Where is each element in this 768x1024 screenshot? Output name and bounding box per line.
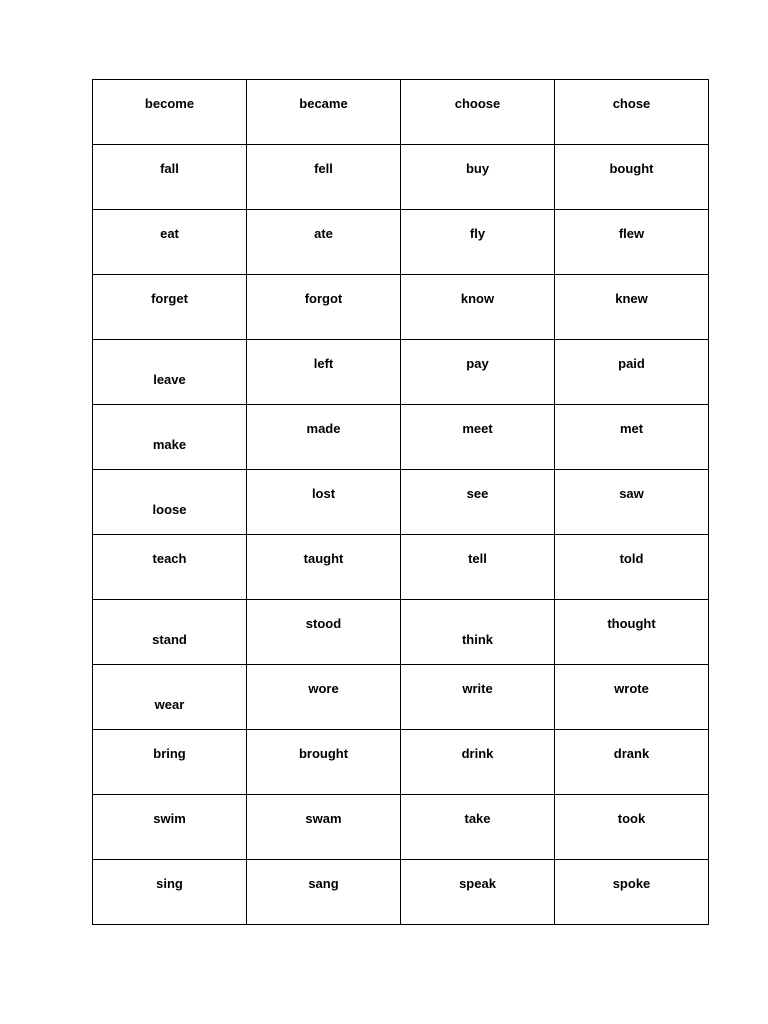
cell-text: choose xyxy=(454,96,501,111)
cell-text: know xyxy=(460,291,495,306)
table-cell xyxy=(555,470,709,535)
cell-text: wear xyxy=(154,697,185,712)
cell-text: made xyxy=(306,421,341,436)
table-row xyxy=(93,470,709,535)
table-cell xyxy=(401,730,555,795)
table-cell xyxy=(247,80,401,145)
cell-text: left xyxy=(313,356,334,371)
table-cell xyxy=(555,860,709,925)
cell-text: meet xyxy=(462,421,493,436)
cell-text: bought xyxy=(609,161,654,176)
table-cell xyxy=(93,145,247,210)
table-cell xyxy=(247,470,401,535)
table-cell xyxy=(401,600,555,665)
table-cell xyxy=(401,145,555,210)
table-row xyxy=(93,730,709,795)
table-row xyxy=(93,405,709,470)
table-cell xyxy=(93,80,247,145)
cell-text: spoke xyxy=(612,876,651,891)
cell-text: flew xyxy=(618,226,645,241)
cell-text: fall xyxy=(160,161,179,176)
table-cell xyxy=(247,340,401,405)
cell-text: sing xyxy=(156,876,183,891)
table-cell xyxy=(401,80,555,145)
cell-text: paid xyxy=(618,356,645,371)
cell-text: bring xyxy=(153,746,186,761)
table-cell xyxy=(93,860,247,925)
cell-text: knew xyxy=(615,291,648,306)
cell-text: chose xyxy=(612,96,651,111)
cell-text: stood xyxy=(305,616,342,631)
table-cell xyxy=(555,340,709,405)
table-cell xyxy=(555,145,709,210)
cell-text: take xyxy=(464,811,491,826)
cell-text: met xyxy=(619,421,644,436)
table-cell xyxy=(401,795,555,860)
table-row xyxy=(93,145,709,210)
table-row xyxy=(93,275,709,340)
table-cell xyxy=(555,405,709,470)
cell-text: drink xyxy=(461,746,494,761)
table-cell xyxy=(247,600,401,665)
cell-text: buy xyxy=(465,161,490,176)
table-cell xyxy=(555,600,709,665)
cell-text: teach xyxy=(152,551,187,566)
table-cell xyxy=(555,275,709,340)
table-cell xyxy=(93,470,247,535)
cell-text: brought xyxy=(298,746,349,761)
cell-text: swam xyxy=(305,811,342,826)
cell-text: eat xyxy=(160,226,179,241)
cell-text: wore xyxy=(308,681,339,696)
table-cell xyxy=(247,275,401,340)
table-cell xyxy=(401,210,555,275)
table-cell xyxy=(93,340,247,405)
table-cell xyxy=(93,600,247,665)
cell-text: swim xyxy=(153,811,186,826)
cell-text: fly xyxy=(469,226,486,241)
cell-text: become xyxy=(144,96,195,111)
table-cell xyxy=(93,730,247,795)
irregular-verbs-table xyxy=(92,79,709,925)
table-row xyxy=(93,665,709,730)
table-cell xyxy=(555,210,709,275)
table-row xyxy=(93,535,709,600)
cell-text: pay xyxy=(466,356,489,371)
table-cell xyxy=(401,275,555,340)
table-cell xyxy=(247,795,401,860)
table-cell xyxy=(93,795,247,860)
table-cell xyxy=(401,535,555,600)
table-cell xyxy=(401,405,555,470)
table-cell xyxy=(555,535,709,600)
cell-text: ate xyxy=(314,226,333,241)
cell-text: wrote xyxy=(614,681,649,696)
table-cell xyxy=(247,145,401,210)
table-cell xyxy=(93,275,247,340)
cell-text: lost xyxy=(311,486,336,501)
cell-text: thought xyxy=(607,616,656,631)
table-cell xyxy=(247,665,401,730)
table-cell xyxy=(401,665,555,730)
cell-text: drank xyxy=(613,746,650,761)
table-row xyxy=(93,860,709,925)
table-cell xyxy=(247,730,401,795)
cell-text: speak xyxy=(459,876,496,891)
table-cell xyxy=(401,340,555,405)
cell-text: fell xyxy=(314,161,333,176)
cell-text: write xyxy=(462,681,493,696)
cell-text: told xyxy=(619,551,644,566)
table-row xyxy=(93,80,709,145)
table-cell xyxy=(247,535,401,600)
table-cell xyxy=(555,80,709,145)
table-cell xyxy=(401,860,555,925)
table-cell xyxy=(555,795,709,860)
table-cell xyxy=(93,405,247,470)
cell-text: leave xyxy=(153,372,186,387)
table-row xyxy=(93,340,709,405)
table-cell xyxy=(401,470,555,535)
cell-text: taught xyxy=(303,551,344,566)
cell-text: loose xyxy=(152,502,187,517)
cell-text: forgot xyxy=(304,291,343,306)
cell-text: became xyxy=(299,96,348,111)
cell-text: sang xyxy=(308,876,339,891)
table-row xyxy=(93,795,709,860)
table-cell xyxy=(555,665,709,730)
table-row xyxy=(93,210,709,275)
cell-text: see xyxy=(466,486,489,501)
cell-text: forget xyxy=(151,291,188,306)
table-row xyxy=(93,600,709,665)
table-cell xyxy=(93,535,247,600)
cell-text: tell xyxy=(468,551,487,566)
table-cell xyxy=(93,665,247,730)
table-cell xyxy=(555,730,709,795)
table-cell xyxy=(247,860,401,925)
table-cell xyxy=(247,405,401,470)
table-cell xyxy=(247,210,401,275)
cell-text: took xyxy=(617,811,646,826)
cell-text: saw xyxy=(619,486,644,501)
table-cell xyxy=(93,210,247,275)
cell-text: make xyxy=(152,437,187,452)
cell-text: think xyxy=(461,632,494,647)
cell-text: stand xyxy=(152,632,187,647)
